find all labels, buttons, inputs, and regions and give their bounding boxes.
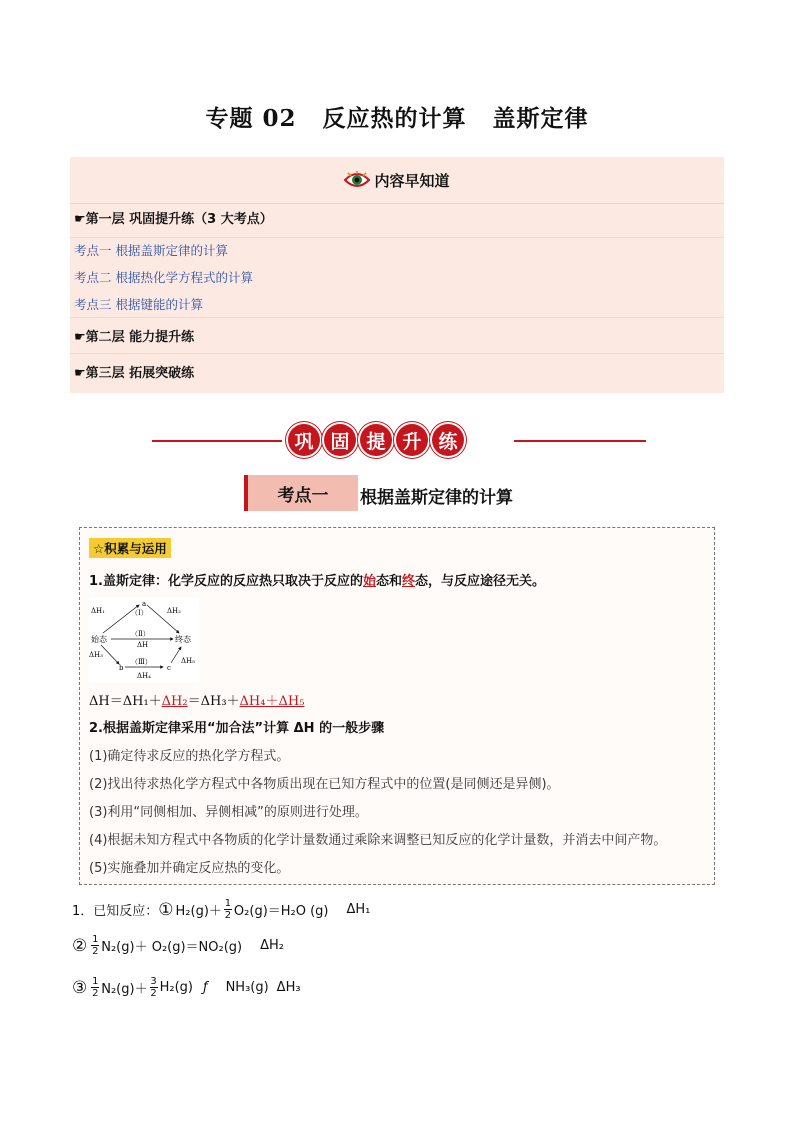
toc-layer3[interactable]: ☛第三层 拓展突破练 bbox=[74, 366, 195, 381]
hess-equation bbox=[89, 690, 304, 709]
step-item: (5)实施叠加并确定反应热的变化。 bbox=[89, 861, 290, 876]
reaction-text: H₂(g)＋ bbox=[175, 904, 222, 919]
toc-point2[interactable]: 考点二 根据热化学方程式的计算 bbox=[74, 270, 253, 285]
diagram-dh4: ΔH₄ bbox=[137, 672, 151, 680]
numerator: 1 bbox=[92, 976, 99, 987]
page-title bbox=[0, 100, 794, 133]
eye-icon bbox=[344, 171, 370, 189]
toc-header bbox=[70, 157, 724, 204]
question-line-2 bbox=[72, 934, 284, 957]
step-item: (3)利用“同侧相加、异侧相减”的原则进行处理。 bbox=[89, 805, 368, 820]
step-item: (2)找出待求热化学方程式中各物质出现在已知方程式中的位置(是同侧还是异侧)。 bbox=[89, 777, 560, 792]
question-line-3 bbox=[72, 976, 301, 999]
reaction-text: N₂(g)＋ bbox=[101, 982, 148, 997]
text: 态和 bbox=[376, 574, 403, 589]
knowledge-box bbox=[79, 527, 715, 885]
title-part2: 反应热的计算 bbox=[322, 105, 467, 132]
diagram-start: 始态 bbox=[91, 635, 107, 644]
text: ＝ΔH₃＋ bbox=[187, 694, 240, 709]
toc-point1[interactable]: 考点一 根据盖斯定律的计算 bbox=[74, 243, 228, 258]
reaction-dh: ΔH₂ bbox=[260, 938, 285, 953]
banner-char: 固 bbox=[324, 424, 356, 456]
hess-law-definition bbox=[89, 570, 545, 589]
denominator: 2 bbox=[150, 988, 157, 999]
steps-title: 2.根据盖斯定律采用“加合法”计算 ΔH 的一般步骤 bbox=[89, 721, 385, 736]
text: ΔH＝ΔH₁＋ bbox=[89, 694, 162, 709]
diagram-dh5: ΔH₅ bbox=[181, 657, 195, 665]
toc-layer1[interactable]: ☛第一层 巩固提升练（3 大考点） bbox=[74, 212, 273, 227]
section-tag: 考点一 bbox=[244, 475, 358, 511]
diagram-dh2: ΔH₂ bbox=[167, 607, 181, 615]
toc-header-label: 内容早知道 bbox=[374, 171, 450, 190]
fraction bbox=[224, 898, 232, 921]
title-part1: 专题 02 bbox=[205, 105, 297, 132]
highlight-start: 始 bbox=[362, 574, 376, 589]
fraction bbox=[91, 934, 99, 957]
reaction-text: NH₃(g) bbox=[225, 980, 269, 995]
toc-layer2[interactable]: ☛第二层 能力提升练 bbox=[74, 330, 195, 345]
diagram-dh3: ΔH₃ bbox=[89, 651, 103, 659]
step-item: (4)根据未知方程式中各物质的化学计量数通过乘除来调整已知反应的化学计量数，并消去中间产物。 bbox=[89, 833, 667, 848]
highlight-end: 终 bbox=[402, 574, 416, 589]
denominator: 2 bbox=[224, 910, 232, 921]
highlight-dh5: ΔH₅ bbox=[278, 694, 305, 709]
section-banner bbox=[288, 424, 464, 456]
title-part3: 盖斯定律 bbox=[492, 105, 589, 132]
numerator: 1 bbox=[92, 934, 99, 945]
diagram-c: c bbox=[167, 664, 171, 672]
knowledge-badge: ☆积累与运用 bbox=[89, 538, 171, 558]
diagram-end: 终态 bbox=[175, 635, 191, 644]
diagram-dh1: ΔH₁ bbox=[91, 607, 105, 615]
text: 1.盖斯定律：化学反应的反应热只取决于反应的 bbox=[89, 574, 363, 589]
reaction-text: N₂(g)＋ O₂(g)＝NO₂(g) bbox=[101, 940, 243, 955]
equilibrium-arrow: ƒ bbox=[202, 980, 208, 995]
reaction-text: H₂(g) bbox=[159, 980, 193, 995]
numerator: 1 bbox=[224, 898, 232, 909]
reaction-dh: ΔH₃ bbox=[276, 980, 301, 995]
banner-line-left bbox=[152, 440, 282, 442]
reaction-dh: ΔH₁ bbox=[346, 902, 371, 917]
question-line-1 bbox=[72, 898, 370, 921]
diagram-dh: ΔH bbox=[137, 641, 149, 649]
diagram-a: a bbox=[142, 600, 147, 608]
reaction-number: ② bbox=[72, 935, 88, 956]
toc-box bbox=[70, 157, 724, 393]
reaction-number: ① bbox=[158, 899, 174, 920]
fraction bbox=[150, 976, 158, 999]
diagram-b: b bbox=[119, 664, 124, 672]
hess-path-diagram bbox=[89, 597, 199, 683]
numerator: 3 bbox=[150, 976, 157, 987]
diagram-r3: （Ⅲ） bbox=[131, 658, 152, 666]
step-item: (1)确定待求反应的热化学方程式。 bbox=[89, 749, 290, 764]
banner-char: 练 bbox=[432, 424, 464, 456]
diagram-r1: （Ⅰ） bbox=[131, 609, 148, 617]
highlight-plus: ＋ bbox=[265, 694, 279, 709]
highlight-dh2: ΔH₂ bbox=[161, 694, 188, 709]
diagram-r2: （Ⅱ） bbox=[131, 630, 150, 638]
question-intro: 1．已知反应： bbox=[72, 904, 159, 919]
toc-point3[interactable]: 考点三 根据键能的计算 bbox=[74, 297, 203, 312]
banner-line-right bbox=[514, 440, 646, 442]
highlight-dh4: ΔH₄ bbox=[239, 694, 266, 709]
banner-char: 巩 bbox=[288, 424, 320, 456]
denominator: 2 bbox=[92, 946, 99, 957]
denominator: 2 bbox=[92, 988, 99, 999]
fraction bbox=[91, 976, 99, 999]
section-title: 根据盖斯定律的计算 bbox=[360, 488, 513, 508]
reaction-text: O₂(g)＝H₂O (g) bbox=[233, 904, 329, 919]
reaction-number: ③ bbox=[72, 977, 88, 998]
banner-char: 提 bbox=[360, 424, 392, 456]
text: 态，与反应途径无关。 bbox=[415, 574, 546, 589]
banner-char: 升 bbox=[396, 424, 428, 456]
